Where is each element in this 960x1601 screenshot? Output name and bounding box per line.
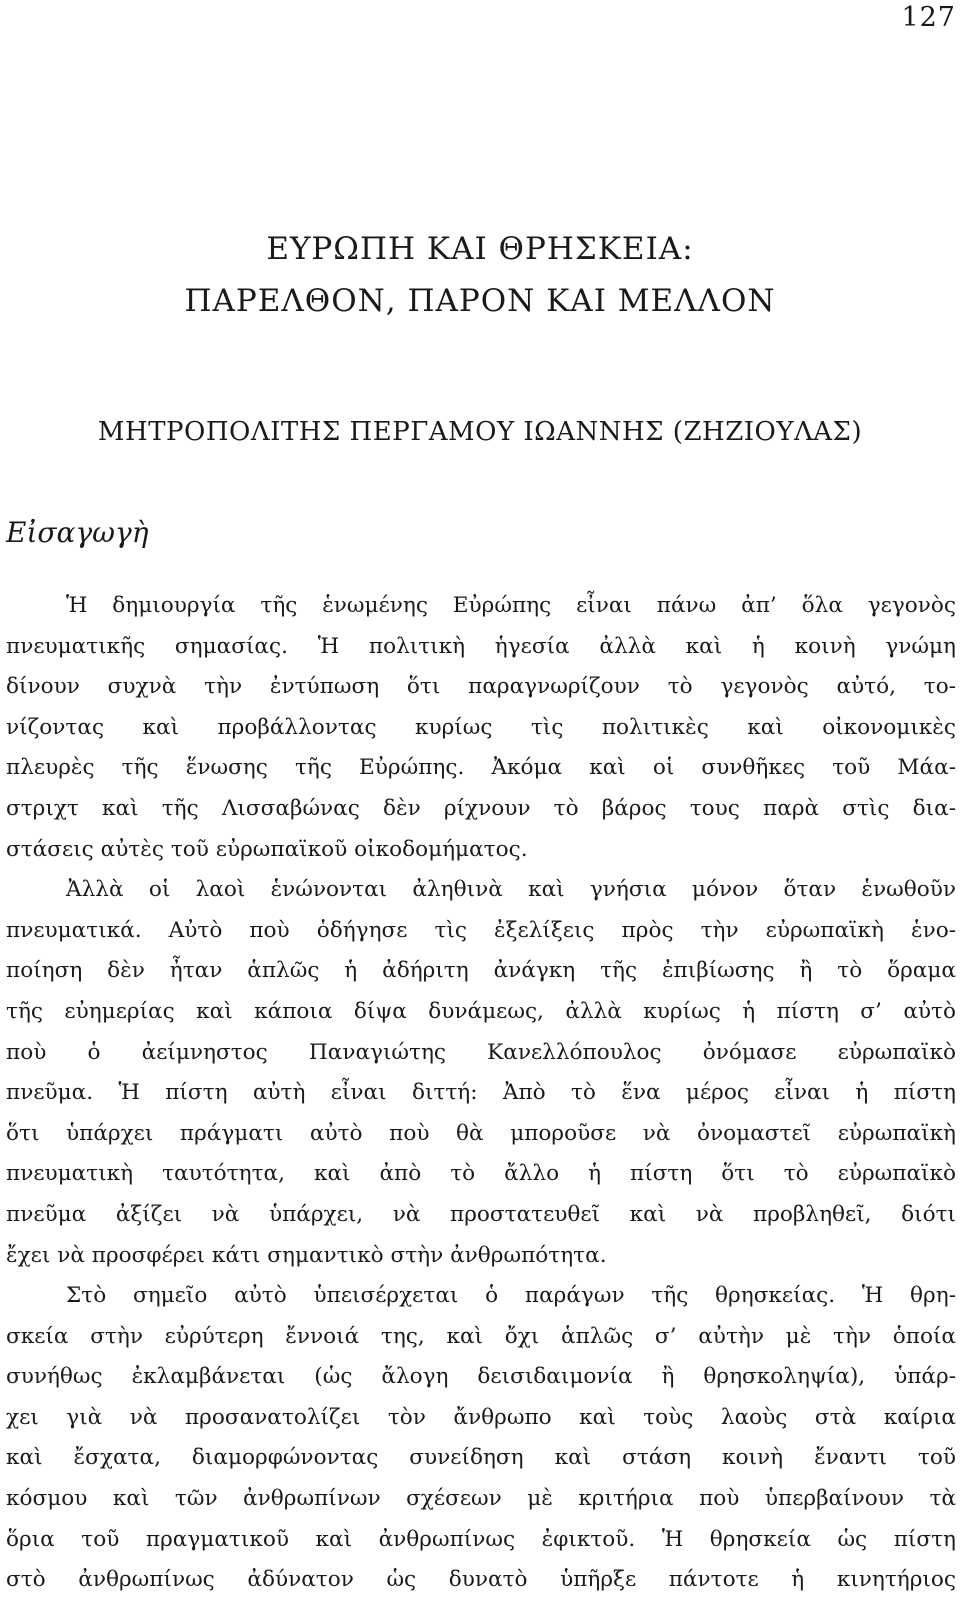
text-line: ποίηση δὲν ἦταν ἁπλῶς ἡ ἀδήριτη ἀνάγκη τῆς ἐπιβίωσης ἢ τὸ ὅραμα [6, 958, 956, 984]
author-byline: ΜΗΤΡΟΠΟΛΙΤΗΣ ΠΕΡΓΑΜΟΥ ΙΩΑΝΝΗΣ (ΖΗΖΙΟΥΛΑΣ) [97, 417, 863, 447]
text-line: στριχτ καὶ τῆς Λισσαβώνας δὲν ρίχνουν τὸ βάρος τους παρὰ στὶς δια- [6, 795, 956, 821]
section-heading: Εἰσαγωγὴ [6, 516, 149, 549]
text-line: ὅτι ὑπάρχει πράγματι αὐτὸ ποὺ θὰ μποροῦσε νὰ ὀνομαστεῖ εὐρωπαϊκὴ [6, 1120, 956, 1146]
text-line: καὶ ἔσχατα, διαμορφώνοντας συνείδηση καὶ στάση κοινὴ ἔναντι τοῦ [6, 1445, 956, 1471]
text-line: στὸ ἀνθρωπίνως ἀδύνατον ὡς δυνατὸ ὑπῆρξε πάντοτε ἡ κινητήριος [6, 1567, 956, 1593]
text-line: ὅρια τοῦ πραγματικοῦ καὶ ἀνθρωπίνως ἐφικτοῦ. Ἡ θρησκεία ὡς πίστη [6, 1526, 956, 1552]
text-line: Ἀλλὰ οἱ λαοὶ ἑνώνονται ἀληθινὰ καὶ γνήσια μόνον ὅταν ἑνωθοῦν [66, 877, 956, 903]
article-title-line-2: ΠΑΡΕΛΘΟΝ, ΠΑΡΟΝ ΚΑΙ ΜΕΛΛΟΝ [184, 283, 776, 319]
body-text [6, 586, 956, 1601]
text-line: πνεῦμα ἀξίζει νὰ ὑπάρχει, νὰ προστατευθεῖ καὶ νὰ προβληθεῖ, διότι [6, 1201, 956, 1227]
text-line: σκεία στὴν εὐρύτερη ἔννοιά της, καὶ ὄχι ἁπλῶς σ’ αὐτὴν μὲ τὴν ὁποία [6, 1323, 956, 1349]
text-line: Στὸ σημεῖο αὐτὸ ὑπεισέρχεται ὁ παράγων τῆς θρησκείας. Ἡ θρη- [66, 1283, 956, 1309]
text-line: πνευματικὴ ταυτότητα, καὶ ἀπὸ τὸ ἄλλο ἡ πίστη ὅτι τὸ εὐρωπαϊκὸ [6, 1161, 956, 1187]
text-line: πνευματικά. Αὐτὸ ποὺ ὁδήγησε τὶς ἐξελίξεις πρὸς τὴν εὐρωπαϊκὴ ἑνο- [6, 917, 956, 943]
text-line: νίζοντας καὶ προβάλλοντας κυρίως τὶς πολιτικὲς καὶ οἰκονομικὲς [6, 714, 956, 740]
text-line: χει γιὰ νὰ προσανατολίζει τὸν ἄνθρωπο καὶ τοὺς λαοὺς στὰ καίρια [6, 1404, 956, 1430]
text-line: ἔχει νὰ προσφέρει κάτι σημαντικὸ στὴν ἀνθρωπότητα. [6, 1242, 607, 1268]
text-line: πλευρὲς τῆς ἕνωσης τῆς Εὐρώπης. Ἀκόμα καὶ οἱ συνθῆκες τοῦ Μάα- [6, 755, 956, 781]
text-line: πνευματικῆς σημασίας. Ἡ πολιτικὴ ἡγεσία ἀλλὰ καὶ ἡ κοινὴ γνώμη [6, 633, 956, 659]
text-line: στάσεις αὐτὲς τοῦ εὐρωπαϊκοῦ οἰκοδομήματος. [6, 836, 528, 862]
article-title-line-1: ΕΥΡΩΠΗ ΚΑΙ ΘΡΗΣΚΕΙΑ: [266, 231, 694, 267]
page-number: 127 [901, 2, 956, 33]
text-line: ποὺ ὁ ἀείμνηστος Παναγιώτης Κανελλόπουλος ὀνόμασε εὐρωπαϊκὸ [6, 1039, 956, 1065]
text-line: συνήθως ἐκλαμβάνεται (ὡς ἄλογη δεισιδαιμονία ἢ θρησκοληψία), ὑπάρ- [6, 1364, 956, 1390]
text-line: δίνουν συχνὰ τὴν ἐντύπωση ὅτι παραγνωρίζουν τὸ γεγονὸς αὐτό, το- [6, 674, 956, 700]
text-line: Ἡ δημιουργία τῆς ἑνωμένης Εὐρώπης εἶναι πάνω ἀπ’ ὅλα γεγονὸς [66, 593, 956, 618]
text-line: τῆς εὐημερίας καὶ κάποια δίψα δυνάμεως, ἀλλὰ κυρίως ἡ πίστη σ’ αὐτὸ [6, 998, 956, 1024]
text-line: πνεῦμα. Ἡ πίστη αὐτὴ εἶναι διττή: Ἀπὸ τὸ ἕνα μέρος εἶναι ἡ πίστη [6, 1080, 956, 1106]
text-line: κόσμου καὶ τῶν ἀνθρωπίνων σχέσεων μὲ κριτήρια ποὺ ὑπερβαίνουν τὰ [6, 1486, 956, 1512]
